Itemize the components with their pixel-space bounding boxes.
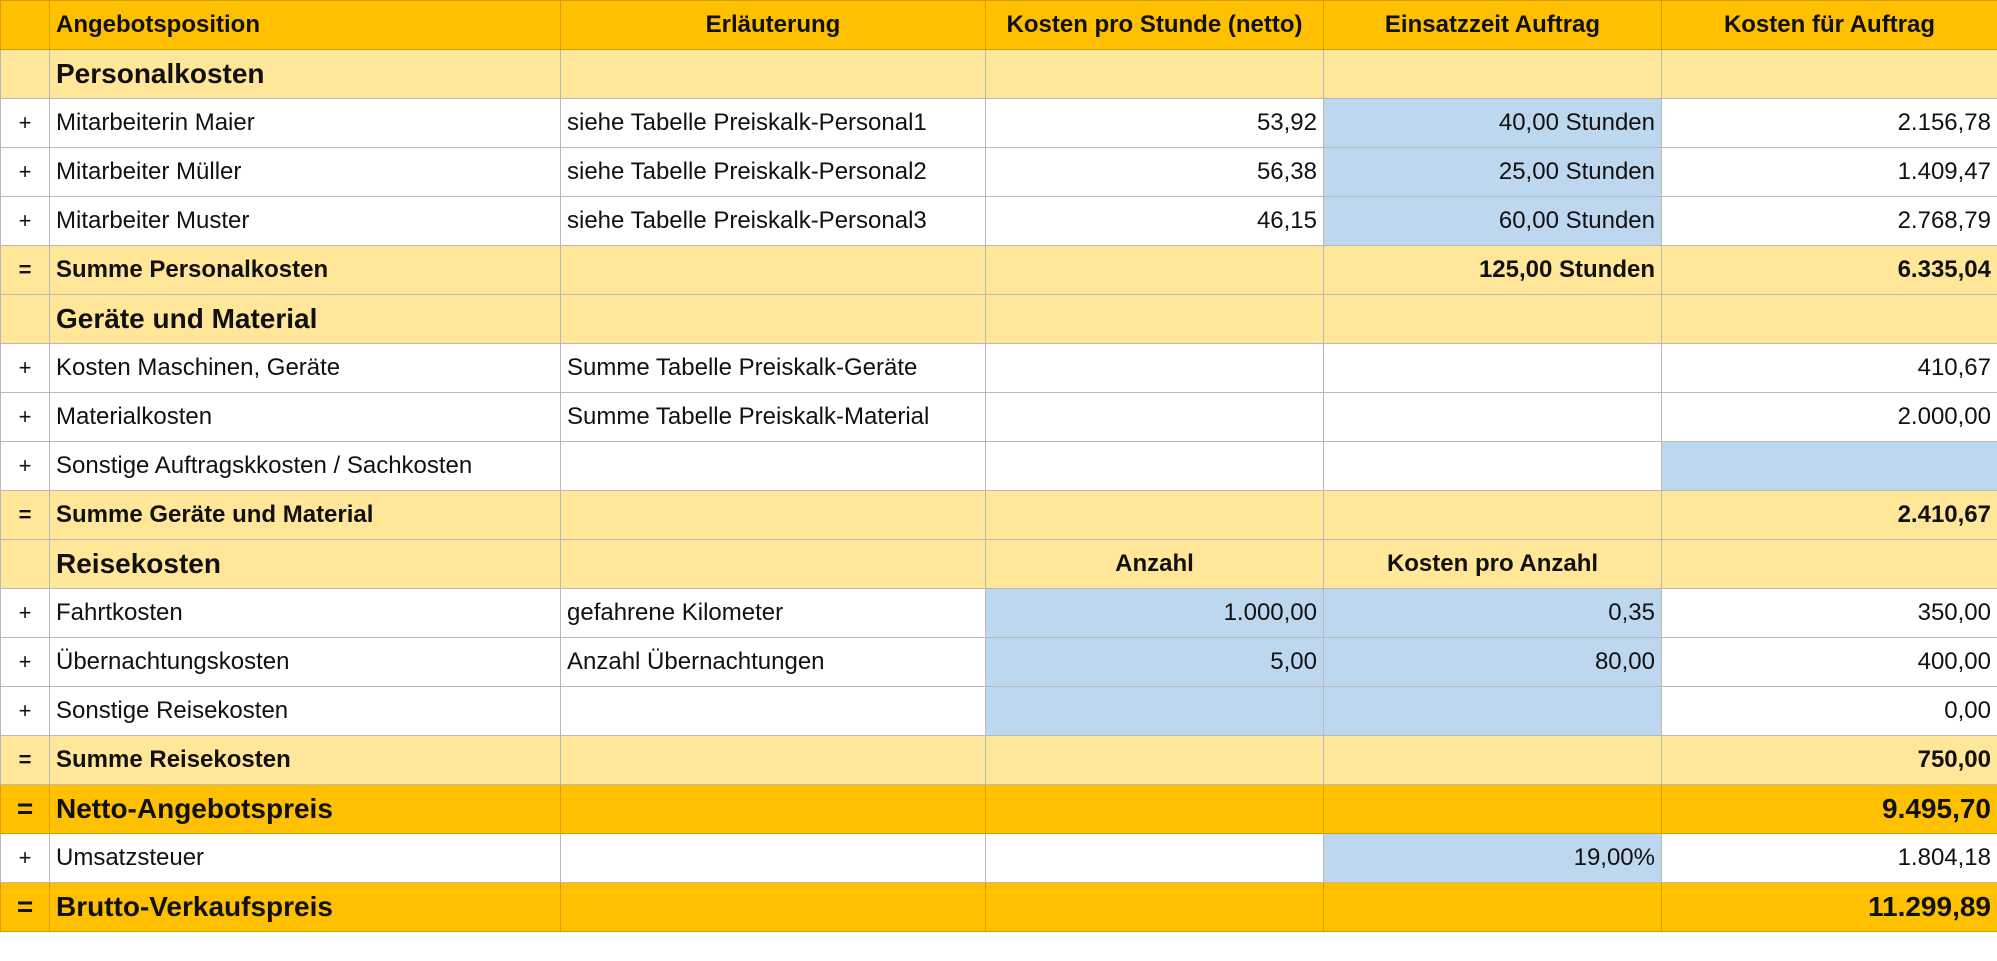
netto-row: [1, 785, 1997, 834]
sum-label[interactable]: Summe Personalkosten: [50, 246, 561, 295]
cell[interactable]: [1662, 50, 1997, 99]
note-cell[interactable]: siehe Tabelle Preiskalk-Personal1: [561, 99, 986, 148]
header-kosten-pro-stunde[interactable]: Kosten pro Stunde (netto): [986, 1, 1324, 50]
rate-cell[interactable]: 53,92: [986, 99, 1324, 148]
cell[interactable]: [1324, 344, 1662, 393]
unit-cost-input-cell[interactable]: 0,35: [1324, 589, 1662, 638]
sign-cell[interactable]: =: [1, 246, 50, 295]
note-cell[interactable]: siehe Tabelle Preiskalk-Personal3: [561, 197, 986, 246]
cell[interactable]: [561, 491, 986, 540]
sign-cell[interactable]: +: [1, 834, 50, 883]
cost-cell[interactable]: 400,00: [1662, 638, 1997, 687]
cell[interactable]: [986, 883, 1324, 932]
cost-cell[interactable]: 0,00: [1662, 687, 1997, 736]
ust-label[interactable]: Umsatzsteuer: [50, 834, 561, 883]
brutto-label[interactable]: Brutto-Verkaufspreis: [50, 883, 561, 932]
position-cell[interactable]: Materialkosten: [50, 393, 561, 442]
cost-cell[interactable]: 410,67: [1662, 344, 1997, 393]
cell[interactable]: [986, 50, 1324, 99]
cell[interactable]: [986, 295, 1324, 344]
sign-cell[interactable]: =: [1, 883, 50, 932]
ust-rate-input-cell[interactable]: 19,00%: [1324, 834, 1662, 883]
note-cell[interactable]: [561, 442, 986, 491]
position-cell[interactable]: Mitarbeiter Müller: [50, 148, 561, 197]
hours-input-cell[interactable]: 60,00 Stunden: [1324, 197, 1662, 246]
ust-cost[interactable]: 1.804,18: [1662, 834, 1997, 883]
table-row: [1, 344, 1997, 393]
sum-row-reise: [1, 736, 1997, 785]
sign-cell[interactable]: +: [1, 638, 50, 687]
netto-cost[interactable]: 9.495,70: [1662, 785, 1997, 834]
sum-hours[interactable]: 125,00 Stunden: [1324, 246, 1662, 295]
position-cell[interactable]: Übernachtungskosten: [50, 638, 561, 687]
cell[interactable]: [986, 393, 1324, 442]
table-row: [1, 638, 1997, 687]
cell[interactable]: [986, 785, 1324, 834]
sum-row-geraete: [1, 491, 1997, 540]
cell[interactable]: [986, 834, 1324, 883]
sign-cell[interactable]: +: [1, 393, 50, 442]
table-row: [1, 442, 1997, 491]
cell[interactable]: [986, 736, 1324, 785]
sum-cost[interactable]: 750,00: [1662, 736, 1997, 785]
section-row-reise: [1, 540, 1997, 589]
hours-input-cell[interactable]: 25,00 Stunden: [1324, 148, 1662, 197]
section-title-geraete[interactable]: Geräte und Material: [50, 295, 561, 344]
cell[interactable]: [561, 834, 986, 883]
brutto-row: [1, 883, 1997, 932]
cell[interactable]: [1324, 883, 1662, 932]
sign-cell[interactable]: =: [1, 785, 50, 834]
cell[interactable]: [561, 540, 986, 589]
cell[interactable]: [986, 246, 1324, 295]
sum-cost[interactable]: 6.335,04: [1662, 246, 1997, 295]
sign-cell[interactable]: +: [1, 687, 50, 736]
cost-cell[interactable]: 350,00: [1662, 589, 1997, 638]
cost-cell[interactable]: 2.156,78: [1662, 99, 1997, 148]
cost-cell[interactable]: 1.409,47: [1662, 148, 1997, 197]
table-row: [1, 687, 1997, 736]
subheader-anzahl[interactable]: Anzahl: [986, 540, 1324, 589]
sign-cell[interactable]: =: [1, 491, 50, 540]
position-cell[interactable]: Kosten Maschinen, Geräte: [50, 344, 561, 393]
brutto-cost[interactable]: 11.299,89: [1662, 883, 1997, 932]
sum-row-personal: [1, 246, 1997, 295]
position-cell[interactable]: Fahrtkosten: [50, 589, 561, 638]
cell[interactable]: [561, 50, 986, 99]
count-input-cell[interactable]: 1.000,00: [986, 589, 1324, 638]
sign-cell[interactable]: +: [1, 344, 50, 393]
note-cell[interactable]: Summe Tabelle Preiskalk-Material: [561, 393, 986, 442]
rate-cell[interactable]: 56,38: [986, 148, 1324, 197]
sum-cost[interactable]: 2.410,67: [1662, 491, 1997, 540]
position-cell[interactable]: Sonstige Reisekosten: [50, 687, 561, 736]
cell[interactable]: [986, 344, 1324, 393]
note-cell[interactable]: gefahrene Kilometer: [561, 589, 986, 638]
note-cell[interactable]: siehe Tabelle Preiskalk-Personal2: [561, 148, 986, 197]
table-row: [1, 197, 1997, 246]
subheader-kosten-pro-anzahl[interactable]: Kosten pro Anzahl: [1324, 540, 1662, 589]
cell[interactable]: [1324, 50, 1662, 99]
cell[interactable]: [1, 295, 50, 344]
cell[interactable]: [561, 295, 986, 344]
table-row: [1, 589, 1997, 638]
cell[interactable]: [561, 736, 986, 785]
section-title-reise[interactable]: Reisekosten: [50, 540, 561, 589]
cell[interactable]: [561, 246, 986, 295]
count-input-cell[interactable]: [986, 687, 1324, 736]
cell[interactable]: [986, 442, 1324, 491]
position-cell[interactable]: Mitarbeiter Muster: [50, 197, 561, 246]
sign-cell[interactable]: +: [1, 99, 50, 148]
cell[interactable]: [561, 785, 986, 834]
cell[interactable]: [1662, 295, 1997, 344]
unit-cost-input-cell[interactable]: 80,00: [1324, 638, 1662, 687]
note-cell[interactable]: [561, 687, 986, 736]
cell[interactable]: [1324, 295, 1662, 344]
cell[interactable]: [1324, 393, 1662, 442]
position-cell[interactable]: Mitarbeiterin Maier: [50, 99, 561, 148]
header-kosten-auftrag[interactable]: Kosten für Auftrag: [1662, 1, 1997, 50]
header-position[interactable]: Angebotsposition: [50, 1, 561, 50]
table-row: [1, 99, 1997, 148]
header-erlaeuterung[interactable]: Erläuterung: [561, 1, 986, 50]
cell[interactable]: [1, 540, 50, 589]
cell[interactable]: [1324, 442, 1662, 491]
ust-row: [1, 834, 1997, 883]
sign-cell[interactable]: +: [1, 589, 50, 638]
sign-cell[interactable]: =: [1, 736, 50, 785]
sign-cell[interactable]: +: [1, 197, 50, 246]
sign-cell[interactable]: +: [1, 148, 50, 197]
cell[interactable]: [1662, 540, 1997, 589]
unit-cost-input-cell[interactable]: [1324, 687, 1662, 736]
cell[interactable]: [561, 883, 986, 932]
note-cell[interactable]: Anzahl Übernachtungen: [561, 638, 986, 687]
cell[interactable]: [1324, 736, 1662, 785]
cell[interactable]: [1, 1, 50, 50]
cost-cell[interactable]: 2.768,79: [1662, 197, 1997, 246]
cell[interactable]: [986, 491, 1324, 540]
sum-label[interactable]: Summe Geräte und Material: [50, 491, 561, 540]
note-cell[interactable]: Summe Tabelle Preiskalk-Geräte: [561, 344, 986, 393]
table-row: [1, 393, 1997, 442]
table-row: [1, 148, 1997, 197]
cell[interactable]: [1324, 785, 1662, 834]
sum-label[interactable]: Summe Reisekosten: [50, 736, 561, 785]
section-title-personal[interactable]: Personalkosten: [50, 50, 561, 99]
sign-cell[interactable]: +: [1, 442, 50, 491]
cell[interactable]: [1324, 491, 1662, 540]
section-row-geraete: [1, 295, 1997, 344]
header-row: [1, 1, 1997, 50]
cost-input-cell[interactable]: [1662, 442, 1997, 491]
hours-input-cell[interactable]: 40,00 Stunden: [1324, 99, 1662, 148]
rate-cell[interactable]: 46,15: [986, 197, 1324, 246]
position-cell[interactable]: Sonstige Auftragskkosten / Sachkosten: [50, 442, 561, 491]
cell[interactable]: [1, 50, 50, 99]
count-input-cell[interactable]: 5,00: [986, 638, 1324, 687]
header-einsatzzeit[interactable]: Einsatzzeit Auftrag: [1324, 1, 1662, 50]
netto-label[interactable]: Netto-Angebotspreis: [50, 785, 561, 834]
cost-cell[interactable]: 2.000,00: [1662, 393, 1997, 442]
section-row-personal: [1, 50, 1997, 99]
